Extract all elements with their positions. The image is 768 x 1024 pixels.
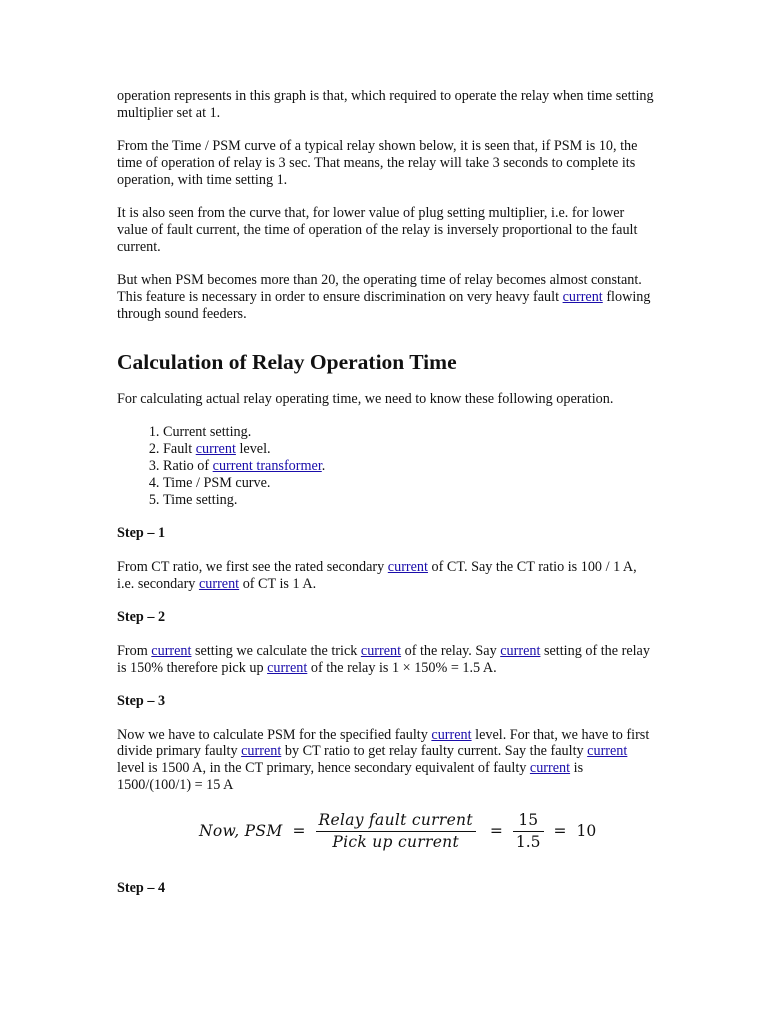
psm-formula	[117, 812, 657, 880]
text: Now we have to calculate PSM for the specified faulty	[117, 726, 432, 743]
formula-lhs: Now, PSM	[199, 822, 283, 841]
paragraph-intro: For calculating actual relay operating time, we need to know these following operation.	[117, 390, 614, 407]
fraction-denominator: 1.5	[515, 833, 541, 852]
fraction-numeric	[513, 811, 544, 852]
text: by CT ratio to get relay faulty current. Say the faulty	[281, 743, 588, 760]
current-link[interactable]: current	[562, 289, 603, 306]
step-1-title: Step – 1	[117, 525, 166, 542]
list-item: 5. Time setting.	[163, 492, 657, 509]
current-link[interactable]: current	[151, 642, 192, 659]
fraction-numerator: Relay fault current	[318, 811, 473, 830]
article-body	[117, 88, 657, 913]
step-4-title: Step – 4	[117, 879, 166, 896]
text: of CT is 1 A.	[239, 575, 317, 592]
section-heading: Calculation of Relay Operation Time	[117, 349, 457, 374]
current-link[interactable]: current	[198, 575, 240, 592]
requirements-list	[117, 424, 657, 508]
equals-sign: =	[489, 822, 503, 841]
paragraph-time-multiplier: operation represents in this graph is that, which required to operate the relay when time setting multiplier set at 1.	[117, 88, 654, 121]
text: flowing through sound feeders.	[117, 289, 651, 323]
paragraph-constant-time	[117, 272, 657, 322]
current-link[interactable]: current	[267, 659, 308, 676]
current-link[interactable]: current	[195, 441, 236, 458]
step-2-title: Step – 2	[117, 609, 166, 626]
fraction-bar	[316, 831, 476, 832]
text: Ratio of	[163, 457, 213, 474]
current-link[interactable]: current	[431, 726, 472, 743]
text: level is 1500 A, in the CT primary, hence secondary equivalent of faulty	[117, 760, 530, 777]
step-1-text	[117, 559, 657, 593]
formula-result: 10	[576, 822, 597, 841]
text: From	[117, 642, 152, 659]
current-link[interactable]: current	[529, 760, 571, 777]
paragraph-psm-curve: From the Time / PSM curve of a typical relay shown below, it is seen that, if PSM is 10, the time of operation of relay is 3 sec. That means, the relay will take 3 seconds to complete its operation, with time setting 1.	[117, 138, 638, 188]
text: setting we calculate the trick	[191, 642, 361, 659]
step-3-text	[117, 727, 657, 794]
text: of CT. Say the CT ratio is 100 / 1 A, i.e. secondary	[117, 558, 637, 592]
step-3-title: Step – 3	[117, 693, 166, 710]
list-item	[163, 458, 657, 475]
paragraph-inverse-proportional: It is also seen from the curve that, for lower value of plug setting multiplier, i.e. for lower value of fault current, the time of operation of the relay is inversely proportional to the fault current.	[117, 205, 638, 255]
text: Fault	[163, 441, 196, 458]
current-link[interactable]: current	[241, 743, 282, 760]
list-item: 4. Time / PSM curve.	[163, 475, 657, 492]
text: of the relay is 1 × 150% = 1.5 A.	[307, 659, 497, 676]
text: level.	[235, 441, 271, 458]
current-link[interactable]: current	[587, 743, 628, 760]
list-item: 1. Current setting.	[163, 424, 657, 441]
current-link[interactable]: current	[387, 558, 428, 575]
current-link[interactable]: current	[500, 642, 541, 659]
current-link[interactable]: current	[360, 642, 402, 659]
equals-sign: =	[292, 822, 306, 841]
text: setting of the relay is 150% therefore pick up	[117, 642, 650, 676]
fraction-bar	[513, 831, 544, 832]
current-transformer-link[interactable]: current transformer	[212, 457, 322, 474]
fraction-numerator: 15	[518, 811, 539, 830]
list-item	[163, 441, 657, 458]
fraction-relay-over-pickup	[316, 811, 476, 852]
formula-row	[199, 812, 596, 852]
text: From CT ratio, we first see the rated secondary	[117, 558, 388, 575]
text: level. For that, we have to first divide primary faulty	[117, 726, 650, 760]
text: But when PSM becomes more than 20, the operating time of relay becomes almost constant. This feature is necessary in order to ensure discrimination on very heavy fault	[117, 272, 642, 306]
step-2-text	[117, 643, 657, 677]
text: is 1500/(100/1) = 15 A	[117, 760, 584, 794]
text: .	[321, 457, 326, 474]
equals-sign: =	[553, 822, 567, 841]
fraction-denominator: Pick up current	[332, 833, 459, 852]
text: of the relay. Say	[401, 642, 501, 659]
